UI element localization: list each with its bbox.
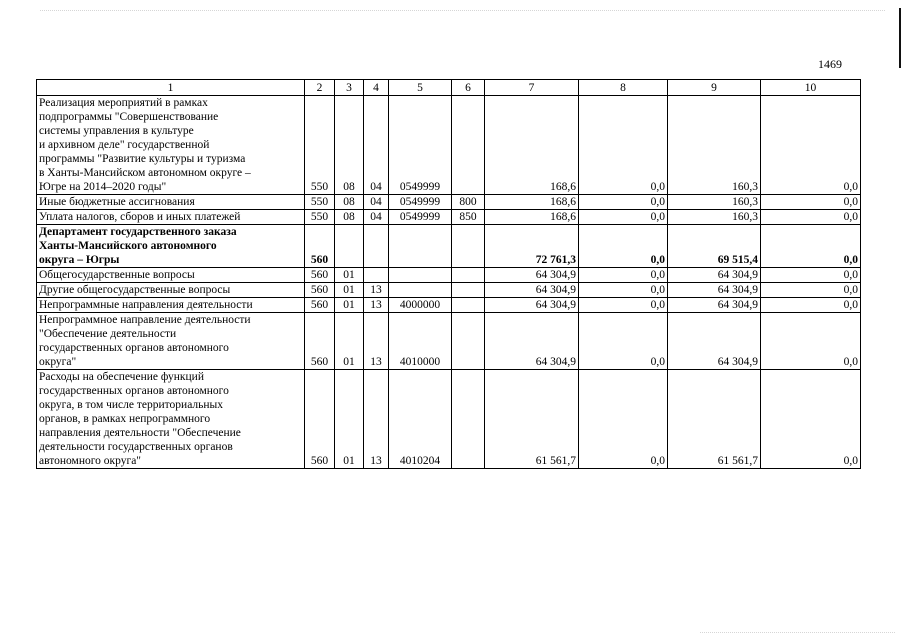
amount-cell-7: 61 561,7 [485,370,579,469]
amount-cell-10: 0,0 [761,195,861,210]
code-cell-6 [452,370,485,469]
amount-cell-7: 168,6 [485,195,579,210]
code-cell-2: 560 [305,370,335,469]
code-cell-4: 04 [364,210,389,225]
header-cell: 8 [579,80,668,96]
code-cell-5: 0549999 [389,210,452,225]
amount-cell-9: 160,3 [668,210,761,225]
code-cell-3: 08 [335,210,364,225]
table-row [37,283,861,298]
header-cell: 3 [335,80,364,96]
code-cell-5: 0549999 [389,195,452,210]
amount-cell-9: 160,3 [668,96,761,195]
code-cell-6 [452,283,485,298]
amount-cell-10: 0,0 [761,268,861,283]
code-cell-3: 01 [335,268,364,283]
code-cell-6 [452,313,485,370]
row-name-cell: Другие общегосударственные вопросы [37,283,305,298]
row-name-cell: Уплата налогов, сборов и иных платежей [37,210,305,225]
header-cell: 4 [364,80,389,96]
amount-cell-8: 0,0 [579,96,668,195]
amount-cell-7: 64 304,9 [485,313,579,370]
code-cell-4 [364,268,389,283]
budget-table [36,79,861,469]
row-name-cell: Департамент государственного заказа Ханты-Мансийского автономного округа – Югры [37,225,305,268]
table-row [37,96,861,195]
code-cell-3: 08 [335,195,364,210]
code-cell-6 [452,298,485,313]
amount-cell-9: 160,3 [668,195,761,210]
code-cell-4: 13 [364,313,389,370]
amount-cell-9: 64 304,9 [668,268,761,283]
code-cell-5: 4010000 [389,313,452,370]
header-cell: 7 [485,80,579,96]
amount-cell-10: 0,0 [761,96,861,195]
code-cell-3: 08 [335,96,364,195]
code-cell-2: 560 [305,225,335,268]
amount-cell-8: 0,0 [579,210,668,225]
scan-edge-mark [899,8,901,68]
amount-cell-8: 0,0 [579,298,668,313]
table-body [37,96,861,469]
header-cell: 6 [452,80,485,96]
code-cell-2: 550 [305,195,335,210]
code-cell-5 [389,283,452,298]
header-cell: 5 [389,80,452,96]
amount-cell-7: 168,6 [485,210,579,225]
code-cell-4 [364,225,389,268]
amount-cell-10: 0,0 [761,225,861,268]
code-cell-4: 04 [364,96,389,195]
row-name-cell: Расходы на обеспечение функций государственных органов автономного округа, в том числе территориальных органов, в рамках непрограммного направления деятельности "Обеспечение деятельности государственных органов автономного округа" [37,370,305,469]
code-cell-2: 560 [305,283,335,298]
page-number: 1469 [818,57,842,71]
amount-cell-9: 64 304,9 [668,313,761,370]
code-cell-6: 800 [452,195,485,210]
row-name-cell: Непрограммные направления деятельности [37,298,305,313]
table-row [37,313,861,370]
amount-cell-10: 0,0 [761,298,861,313]
scan-artifact-top [40,10,885,15]
amount-cell-10: 0,0 [761,370,861,469]
amount-cell-8: 0,0 [579,195,668,210]
amount-cell-9: 64 304,9 [668,283,761,298]
code-cell-3: 01 [335,313,364,370]
table-row [37,225,861,268]
row-name-cell: Иные бюджетные ассигнования [37,195,305,210]
scan-artifact-bottom [700,632,895,636]
amount-cell-8: 0,0 [579,283,668,298]
code-cell-5: 4000000 [389,298,452,313]
header-cell: 9 [668,80,761,96]
amount-cell-7: 64 304,9 [485,268,579,283]
amount-cell-10: 0,0 [761,283,861,298]
amount-cell-10: 0,0 [761,210,861,225]
code-cell-3: 01 [335,283,364,298]
amount-cell-9: 69 515,4 [668,225,761,268]
amount-cell-8: 0,0 [579,225,668,268]
table-row [37,298,861,313]
header-cell: 10 [761,80,861,96]
code-cell-5 [389,268,452,283]
table-row [37,370,861,469]
amount-cell-7: 72 761,3 [485,225,579,268]
code-cell-2: 560 [305,298,335,313]
amount-cell-7: 64 304,9 [485,298,579,313]
amount-cell-9: 61 561,7 [668,370,761,469]
header-cell: 2 [305,80,335,96]
code-cell-2: 550 [305,96,335,195]
code-cell-4: 13 [364,283,389,298]
amount-cell-8: 0,0 [579,268,668,283]
table-header-row [37,80,861,96]
code-cell-5: 4010204 [389,370,452,469]
code-cell-6 [452,268,485,283]
table-row [37,195,861,210]
code-cell-6: 850 [452,210,485,225]
amount-cell-10: 0,0 [761,313,861,370]
amount-cell-8: 0,0 [579,370,668,469]
code-cell-5 [389,225,452,268]
code-cell-4: 13 [364,298,389,313]
code-cell-3 [335,225,364,268]
row-name-cell: Реализация мероприятий в рамках подпрограммы "Совершенствование системы управления в культуре и архивном деле" государственной программы "Развитие культуры и туризма в Ханты-Мансийском автономном округе – Югре на 2014–2020 годы" [37,96,305,195]
code-cell-5: 0549999 [389,96,452,195]
code-cell-2: 560 [305,268,335,283]
code-cell-3: 01 [335,370,364,469]
table-row [37,268,861,283]
table-row [37,210,861,225]
code-cell-4: 04 [364,195,389,210]
code-cell-3: 01 [335,298,364,313]
amount-cell-7: 64 304,9 [485,283,579,298]
amount-cell-8: 0,0 [579,313,668,370]
code-cell-6 [452,225,485,268]
code-cell-2: 560 [305,313,335,370]
code-cell-2: 550 [305,210,335,225]
header-cell: 1 [37,80,305,96]
amount-cell-7: 168,6 [485,96,579,195]
row-name-cell: Непрограммное направление деятельности "Обеспечение деятельности государственных органов автономного округа" [37,313,305,370]
code-cell-4: 13 [364,370,389,469]
row-name-cell: Общегосударственные вопросы [37,268,305,283]
amount-cell-9: 64 304,9 [668,298,761,313]
code-cell-6 [452,96,485,195]
